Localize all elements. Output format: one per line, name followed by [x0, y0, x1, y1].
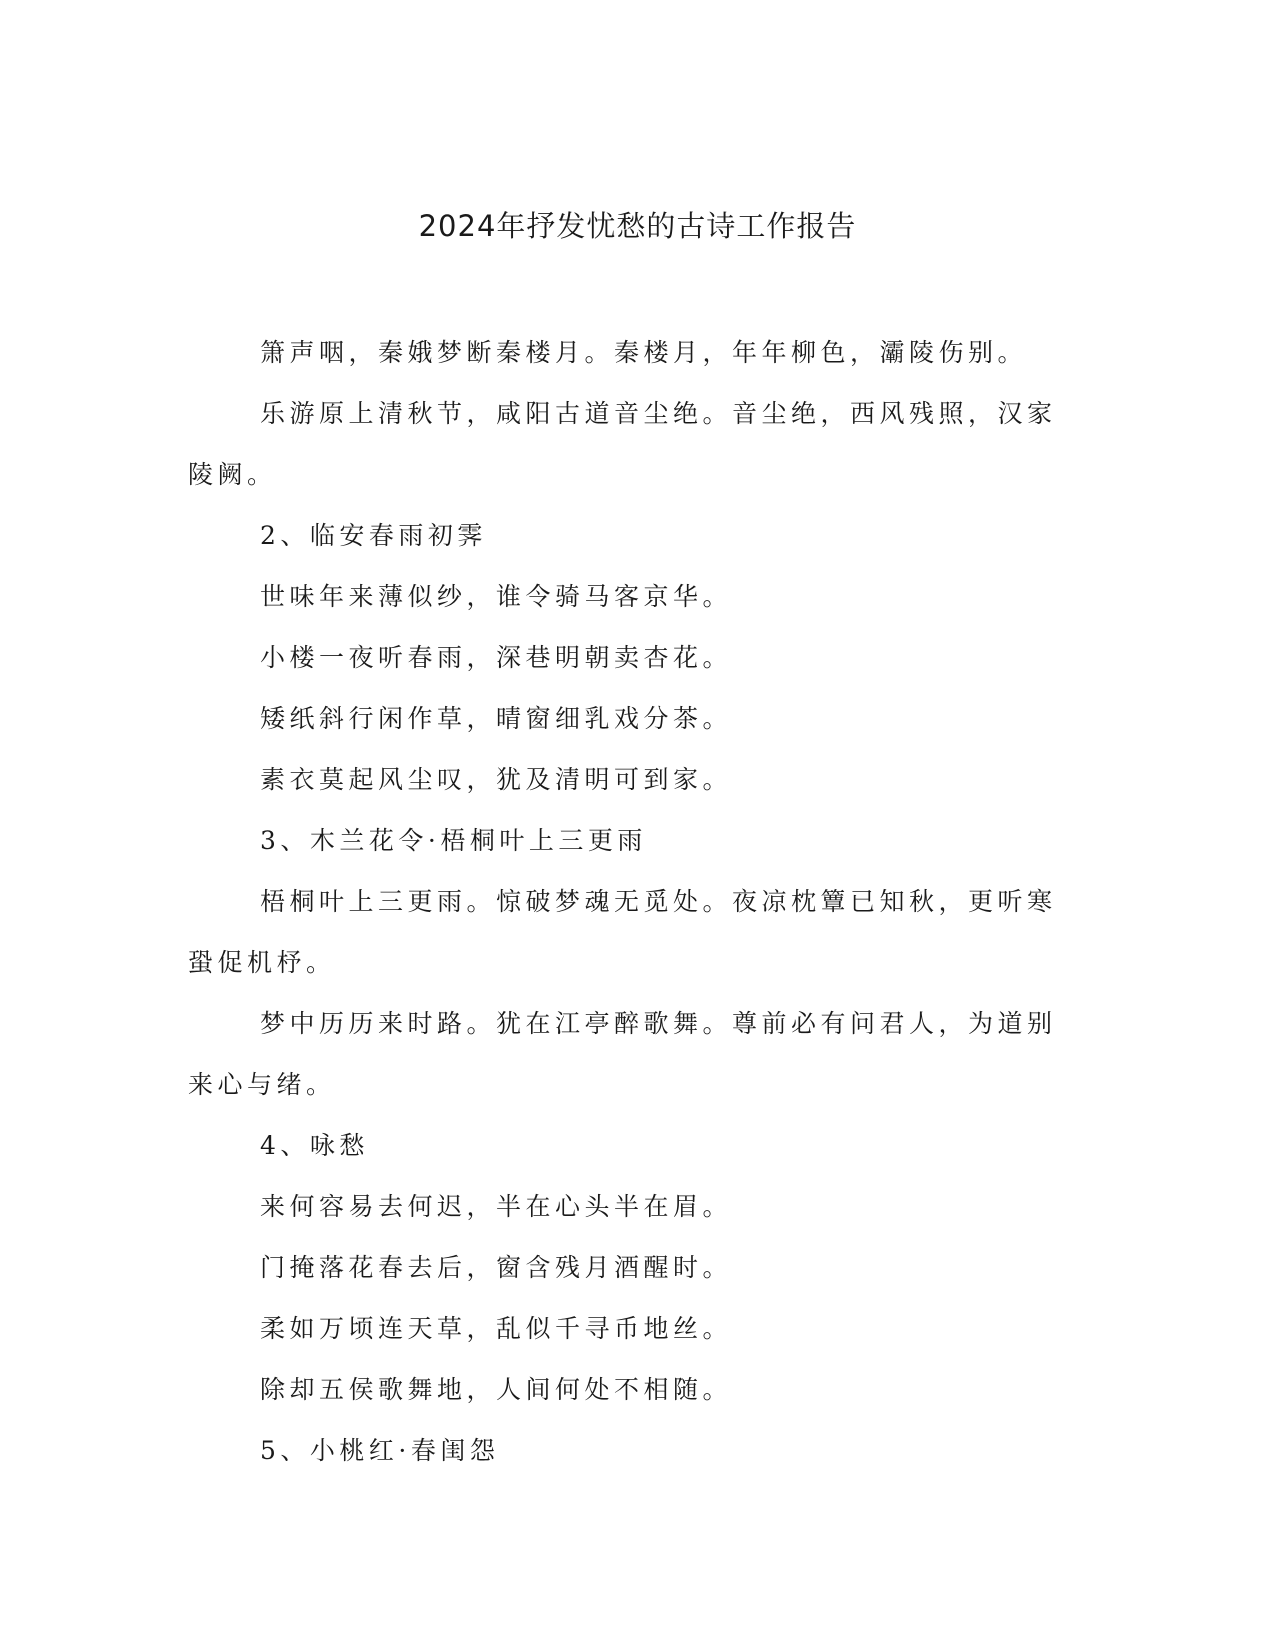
paragraph: 小楼一夜听春雨，深巷明朝卖杏花。 [260, 643, 733, 672]
paragraph: 素衣莫起风尘叹，犹及清明可到家。 [260, 765, 733, 794]
section-heading: 2、临安春雨初霁 [260, 521, 487, 550]
section-heading: 5、小桃红·春闺怨 [260, 1436, 500, 1465]
document-title: 2024年抒发忧愁的古诗工作报告 [418, 209, 857, 243]
document-body [188, 322, 1068, 1481]
paragraph: 来何容易去何迟，半在心头半在眉。 [260, 1192, 733, 1221]
section-heading: 3、木兰花令·梧桐叶上三更雨 [260, 826, 647, 855]
paragraph: 梦中历历来时路。犹在江亭醉歌舞。尊前必有问君人，为道别来心与绪。 [188, 1009, 1057, 1099]
paragraph: 矮纸斜行闲作草，晴窗细乳戏分茶。 [260, 704, 733, 733]
paragraph: 柔如万顷连天草，乱似千寻币地丝。 [260, 1314, 733, 1343]
paragraph: 乐游原上清秋节，咸阳古道音尘绝。音尘绝，西风残照，汉家陵阙。 [188, 399, 1057, 489]
paragraph: 门掩落花春去后，窗含残月酒醒时。 [260, 1253, 733, 1282]
paragraph: 箫声咽，秦娥梦断秦楼月。秦楼月，年年柳色，灞陵伤别。 [260, 338, 1028, 367]
section-heading: 4、咏愁 [260, 1131, 369, 1160]
paragraph: 世味年来薄似纱，谁令骑马客京华。 [260, 582, 733, 611]
paragraph: 梧桐叶上三更雨。惊破梦魂无觅处。夜凉枕簟已知秋，更听寒蛩促机杼。 [188, 887, 1057, 977]
paragraph: 除却五侯歌舞地，人间何处不相随。 [260, 1375, 733, 1404]
